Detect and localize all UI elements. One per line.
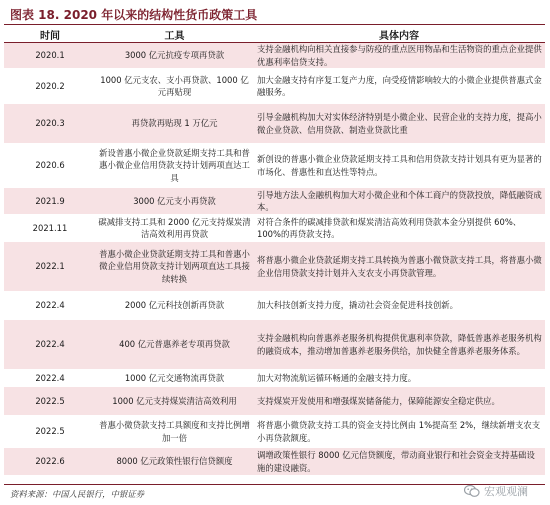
cell-time: 2021.9 (4, 188, 96, 215)
cell-tool: 新设普惠小微企业贷款延期支持工具和普惠小微企业信用贷款支持计划两项直达工具 (96, 144, 253, 188)
cell-content: 调增政策性银行 8000 亿元信贷额度，带动商业银行和社会资金支持基础设施的建设融资。 (253, 448, 545, 476)
cell-content: 加大对物流航运循环畅通的金融支持力度。 (253, 370, 545, 387)
cell-time: 2022.1 (4, 242, 96, 292)
watermark (464, 483, 528, 499)
cell-tool: 1000 亿元支农、支小再贷款、1000 亿元再贴现 (96, 69, 253, 104)
cell-tool: 3000 亿元支小再贷款 (96, 188, 253, 215)
table-row (4, 416, 545, 448)
cell-tool: 普惠小微企业贷款延期支持工具和普惠小微企业信用贷款支持计划两项直达工具接续转换 (96, 242, 253, 292)
table-header-row (4, 27, 545, 43)
table-row (4, 387, 545, 416)
cell-time: 2021.11 (4, 215, 96, 242)
table-row (4, 320, 545, 370)
cell-time: 2020.1 (4, 43, 96, 69)
watermark-text: 宏观观澜 (484, 485, 528, 498)
cell-tool: 普惠小微贷款支持工具额度和支持比例增加一倍 (96, 416, 253, 448)
cell-tool: 2000 亿元科技创新再贷款 (96, 292, 253, 320)
cell-time: 2022.4 (4, 320, 96, 370)
cell-time: 2022.5 (4, 387, 96, 416)
wechat-icon (464, 484, 480, 498)
cell-time: 2022.4 (4, 370, 96, 387)
cell-tool: 3000 亿元抗疫专项再贷款 (96, 43, 253, 69)
cell-content: 支持金融机构向普惠养老服务机构提供优惠利率贷款，降低普惠养老服务机构的融资成本，推动增加普惠养老服务供给，加快健全普惠养老服务体系。 (253, 320, 545, 370)
cell-content: 支持金融机构向相关直接参与防疫的重点医用物品和生活物资的重点企业提供优惠利率信贷支持。 (253, 43, 545, 69)
table-row (4, 242, 545, 292)
cell-tool: 1000 亿元交通物流再贷款 (96, 370, 253, 387)
source-note: 资料来源：中国人民银行，中银证券 (10, 489, 144, 499)
table-row (4, 292, 545, 320)
table-row (4, 448, 545, 476)
cell-time: 2022.6 (4, 448, 96, 476)
cell-tool: 8000 亿元政策性银行信贷额度 (96, 448, 253, 476)
header-tool: 工具 (96, 27, 253, 43)
table-row (4, 43, 545, 69)
cell-content: 引导地方法人金融机构加大对小微企业和个体工商户的贷款投放，降低融资成本。 (253, 188, 545, 215)
title-rule (4, 24, 545, 25)
cell-time: 2020.6 (4, 144, 96, 188)
cell-tool: 碳减排支持工具和 2000 亿元支持煤炭清洁高效利用再贷款 (96, 215, 253, 242)
cell-time: 2022.4 (4, 292, 96, 320)
table-row (4, 69, 545, 104)
cell-content: 支持煤炭开发使用和增强煤炭储备能力，保障能源安全稳定供应。 (253, 387, 545, 416)
cell-content: 新创设的普惠小微企业贷款延期支持工具和信用贷款支持计划具有更为显著的市场化、普惠性和直达性等特点。 (253, 144, 545, 188)
cell-time: 2022.5 (4, 416, 96, 448)
cell-content: 对符合条件的碳减排贷款和煤炭清洁高效利用贷款本金分别提供 60%、100%的再贷款支持。 (253, 215, 545, 242)
cell-content: 加大科技创新支持力度，撬动社会资金促进科技创新。 (253, 292, 545, 320)
cell-time: 2020.3 (4, 104, 96, 144)
cell-content: 将普惠小微贷款支持工具的资金支持比例由 1%提高至 2%，继续新增支农支小再贷款额度。 (253, 416, 545, 448)
cell-content: 加大金融支持有序复工复产力度，向受疫情影响较大的小微企业提供普惠式金融服务。 (253, 69, 545, 104)
cell-tool: 1000 亿元支持煤炭清洁高效利用 (96, 387, 253, 416)
cell-tool: 400 亿元普惠养老专项再贷款 (96, 320, 253, 370)
cell-tool: 再贷款再贴现 1 万亿元 (96, 104, 253, 144)
table-row (4, 144, 545, 188)
cell-content: 将普惠小微企业贷款延期支持工具转换为普惠小微贷款支持工具，将普惠小微企业信用贷款支持计划并入支农支小再贷款管理。 (253, 242, 545, 292)
cell-content: 引导金融机构加大对实体经济特别是小微企业、民营企业的支持力度，提高小微企业贷款、信用贷款、制造业贷款比重 (253, 104, 545, 144)
table-row (4, 188, 545, 215)
table-row (4, 215, 545, 242)
table-row (4, 104, 545, 144)
policy-tools-table (4, 27, 545, 476)
figure-title: 图表 18. 2020 年以来的结构性货币政策工具 (10, 8, 258, 22)
cell-time: 2020.2 (4, 69, 96, 104)
header-content: 具体内容 (253, 27, 545, 43)
table-row (4, 370, 545, 387)
header-time: 时间 (4, 27, 96, 43)
